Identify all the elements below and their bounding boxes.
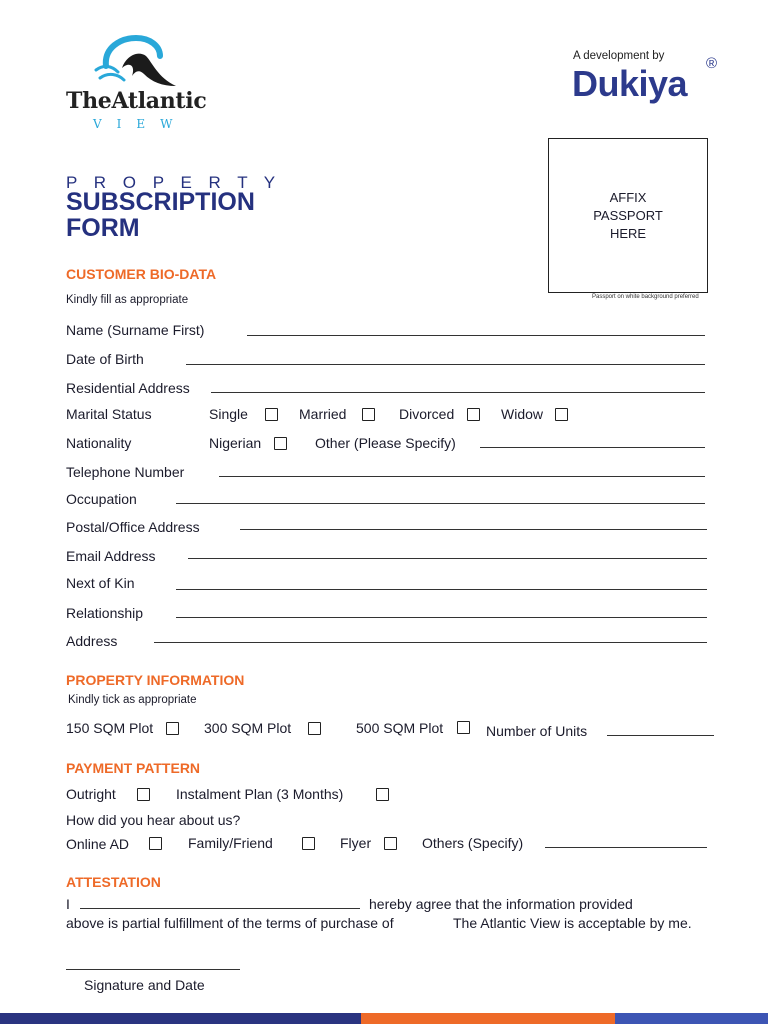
- name-field[interactable]: [247, 335, 705, 336]
- signature-field[interactable]: [66, 969, 240, 970]
- family-checkbox[interactable]: [302, 837, 315, 850]
- plot-300-checkbox[interactable]: [308, 722, 321, 735]
- outright-checkbox[interactable]: [137, 788, 150, 801]
- kin-field[interactable]: [176, 589, 707, 590]
- title-property: P R O P E R T Y: [66, 173, 282, 192]
- other-nationality-field[interactable]: [480, 447, 705, 448]
- footer-bar-orange: [361, 1013, 615, 1024]
- units-label: Number of Units: [486, 723, 588, 739]
- marital-label: Marital Status: [66, 406, 152, 422]
- residential-label: Residential Address: [66, 380, 190, 396]
- telephone-field[interactable]: [219, 476, 705, 477]
- other-nationality-label: Other (Please Specify): [315, 435, 456, 451]
- bio-heading: CUSTOMER BIO-DATA: [66, 266, 217, 282]
- developer-caption: A development by: [573, 50, 665, 62]
- plot-500-label: 500 SQM Plot: [356, 720, 444, 736]
- units-field[interactable]: [607, 735, 714, 736]
- bio-hint: Kindly fill as appropriate: [66, 294, 189, 306]
- single-label: Single: [209, 406, 248, 422]
- telephone-label: Telephone Number: [66, 464, 185, 480]
- attestation-line-2: above is partial fulfillment of the terms of purchase of: [66, 915, 394, 931]
- divorced-label: Divorced: [399, 406, 455, 422]
- title-subscription: SUBSCRIPTION: [66, 188, 255, 216]
- family-label: Family/Friend: [188, 835, 273, 851]
- email-field[interactable]: [188, 558, 707, 559]
- attestation-project: The Atlantic View is acceptable by me.: [453, 915, 692, 931]
- kin-address-field[interactable]: [154, 642, 707, 643]
- title-form: FORM: [66, 214, 140, 242]
- nationality-label: Nationality: [66, 435, 132, 451]
- hear-label: How did you hear about us?: [66, 812, 241, 828]
- wave-logo-icon: [92, 34, 180, 90]
- married-checkbox[interactable]: [362, 408, 375, 421]
- nigerian-checkbox[interactable]: [274, 437, 287, 450]
- dob-label: Date of Birth: [66, 351, 144, 367]
- footer-bar-blue: [615, 1013, 768, 1024]
- passport-note: Passport on white background preferred: [592, 294, 699, 300]
- relationship-field[interactable]: [176, 617, 707, 618]
- instalment-label: Instalment Plan (3 Months): [176, 786, 344, 802]
- passport-line-1: AFFIX: [609, 190, 647, 205]
- logo-sub: VIEW: [93, 117, 188, 131]
- dob-field[interactable]: [186, 364, 705, 365]
- property-heading: PROPERTY INFORMATION: [66, 672, 245, 688]
- footer-bar-navy: [0, 1013, 361, 1024]
- divorced-checkbox[interactable]: [467, 408, 480, 421]
- widow-label: Widow: [501, 406, 544, 422]
- name-label: Name (Surname First): [66, 322, 205, 338]
- passport-line-3: HERE: [609, 226, 647, 241]
- attestation-agree: hereby agree that the information provided: [369, 896, 633, 912]
- dukiya-logo: Dukiya: [572, 63, 688, 104]
- others-label: Others (Specify): [422, 835, 524, 851]
- passport-line-2: PASSPORT: [593, 208, 663, 223]
- attestation-i: I: [66, 896, 70, 912]
- property-hint: Kindly tick as appropriate: [68, 694, 197, 706]
- married-label: Married: [299, 406, 347, 422]
- single-checkbox[interactable]: [265, 408, 278, 421]
- flyer-checkbox[interactable]: [384, 837, 397, 850]
- outright-label: Outright: [66, 786, 116, 802]
- attestation-name-field[interactable]: [80, 908, 360, 909]
- plot-150-checkbox[interactable]: [166, 722, 179, 735]
- widow-checkbox[interactable]: [555, 408, 568, 421]
- logo-name: TheAtlantic: [66, 88, 207, 114]
- plot-500-checkbox[interactable]: [457, 721, 470, 734]
- payment-heading: PAYMENT PATTERN: [66, 760, 201, 776]
- attestation-heading: ATTESTATION: [66, 874, 161, 890]
- postal-field[interactable]: [240, 529, 707, 530]
- flyer-label: Flyer: [340, 835, 372, 851]
- relationship-label: Relationship: [66, 605, 144, 621]
- kin-label: Next of Kin: [66, 575, 135, 591]
- plot-150-label: 150 SQM Plot: [66, 720, 154, 736]
- online-ad-label: Online AD: [66, 836, 130, 852]
- plot-300-label: 300 SQM Plot: [204, 720, 292, 736]
- instalment-checkbox[interactable]: [376, 788, 389, 801]
- occupation-field[interactable]: [176, 503, 705, 504]
- nigerian-label: Nigerian: [209, 435, 262, 451]
- email-label: Email Address: [66, 548, 156, 564]
- residential-field[interactable]: [211, 392, 705, 393]
- kin-address-label: Address: [66, 633, 118, 649]
- registered-mark: ®: [706, 55, 718, 72]
- postal-label: Postal/Office Address: [66, 519, 200, 535]
- online-ad-checkbox[interactable]: [149, 837, 162, 850]
- signature-label: Signature and Date: [84, 977, 205, 993]
- occupation-label: Occupation: [66, 491, 137, 507]
- others-field[interactable]: [545, 847, 707, 848]
